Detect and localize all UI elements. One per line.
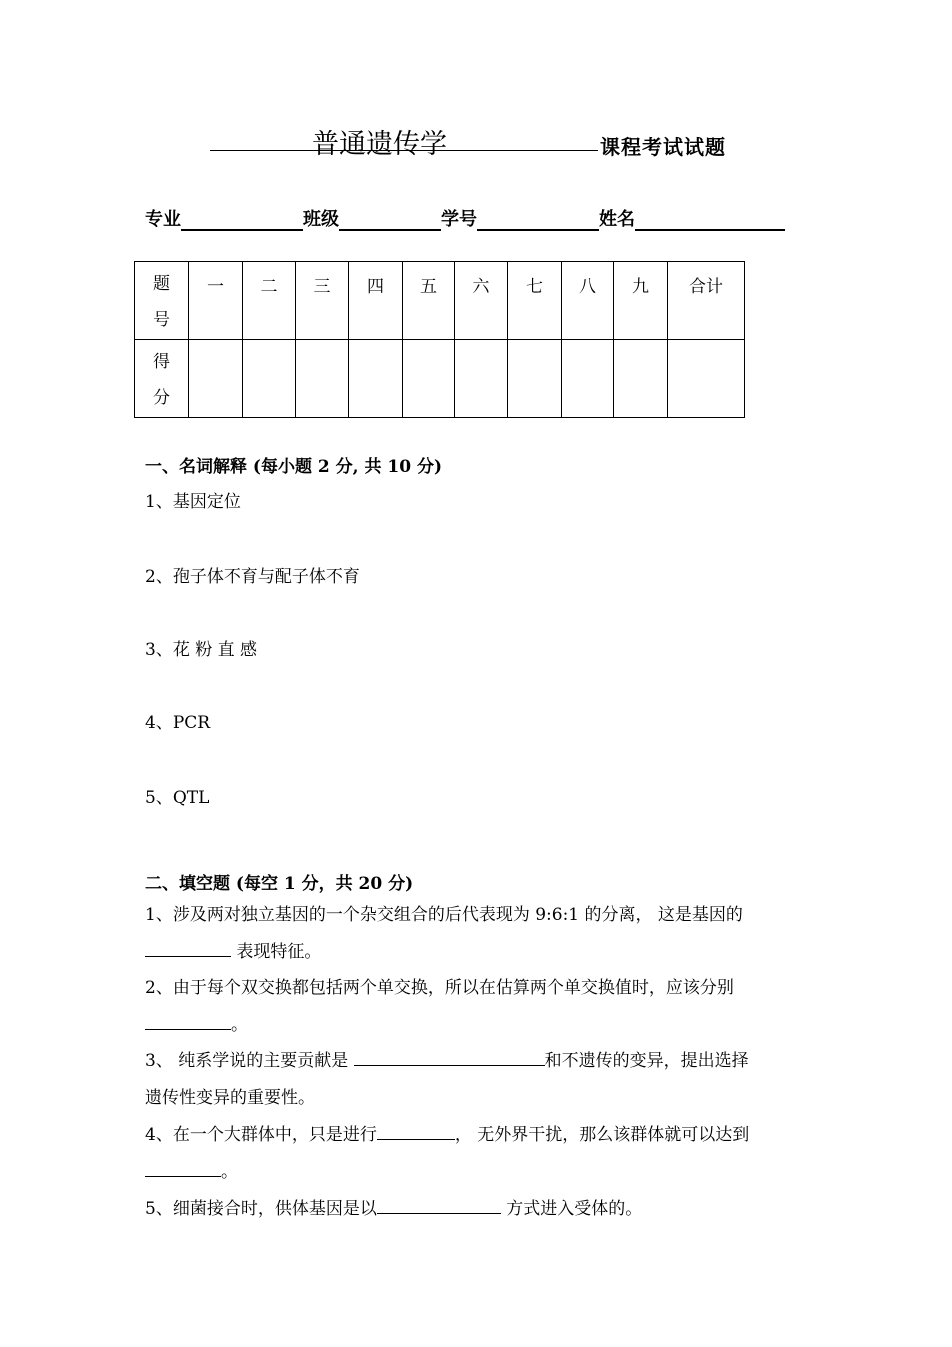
definition-item: 3、花 粉 直 感 bbox=[145, 640, 258, 660]
col-header: 二 bbox=[243, 262, 296, 340]
col-header: 五 bbox=[403, 262, 455, 340]
score-table bbox=[134, 261, 745, 418]
col-header: 七 bbox=[508, 262, 562, 340]
col-header: 一 bbox=[189, 262, 243, 340]
answer-blank[interactable] bbox=[145, 1176, 221, 1177]
question-number-header: 题 号 bbox=[135, 262, 189, 340]
col-header: 四 bbox=[349, 262, 403, 340]
major-label: 专业 bbox=[145, 209, 181, 230]
score-cell[interactable] bbox=[562, 340, 614, 418]
course-name: 普通遗传学 bbox=[312, 129, 447, 160]
col-header: 三 bbox=[296, 262, 349, 340]
col-header: 九 bbox=[614, 262, 668, 340]
name-blank[interactable] bbox=[635, 207, 785, 231]
score-cell-total[interactable] bbox=[668, 340, 745, 418]
score-cell[interactable] bbox=[508, 340, 562, 418]
class-label: 班级 bbox=[303, 209, 339, 230]
answer-blank[interactable] bbox=[145, 956, 231, 957]
section1-title: 一、名词解释 (每小题 2 分, 共 10 分) bbox=[145, 457, 443, 477]
fill-question-2: 2、由于每个双交换都包括两个单交换，所以在估算两个单交换值时，应该分别 。 bbox=[145, 978, 734, 1035]
exam-title-suffix: 课程考试试题 bbox=[600, 135, 726, 159]
score-cell[interactable] bbox=[455, 340, 508, 418]
col-header: 八 bbox=[562, 262, 614, 340]
fill-question-4: 4、在一个大群体中，只是进行 ， 无外界干扰，那么该群体就可以达到 。 bbox=[145, 1125, 750, 1182]
score-cell[interactable] bbox=[349, 340, 403, 418]
answer-blank[interactable] bbox=[354, 1065, 545, 1066]
answer-blank[interactable] bbox=[377, 1213, 501, 1214]
col-header-total: 合计 bbox=[668, 262, 745, 340]
score-cell[interactable] bbox=[614, 340, 668, 418]
score-cell[interactable] bbox=[243, 340, 296, 418]
definition-item: 2、孢子体不育与配子体不育 bbox=[145, 567, 360, 587]
definition-item: 4、PCR bbox=[145, 713, 211, 733]
answer-blank[interactable] bbox=[377, 1139, 455, 1140]
score-header: 得 分 bbox=[135, 340, 189, 418]
student-id-blank[interactable] bbox=[477, 207, 599, 231]
student-id-label: 学号 bbox=[441, 209, 477, 230]
col-header: 六 bbox=[455, 262, 508, 340]
name-label: 姓名 bbox=[599, 209, 635, 230]
definition-item: 1、基因定位 bbox=[145, 492, 241, 512]
student-info-row bbox=[145, 205, 785, 231]
score-cell[interactable] bbox=[296, 340, 349, 418]
class-blank[interactable] bbox=[339, 207, 441, 231]
section2-title: 二、填空题 (每空 1 分，共 20 分) bbox=[145, 874, 414, 894]
fill-question-1: 1、涉及两对独立基因的一个杂交组合的后代表现为 9:6:1 的分离， 这是基因的 表现特征。 bbox=[145, 905, 743, 962]
fill-question-3: 3、 纯系学说的主要贡献是 和不遗传的变异，提出选择 遗传性变异的重要性。 bbox=[145, 1051, 749, 1108]
score-row bbox=[135, 340, 745, 418]
answer-blank[interactable] bbox=[145, 1029, 231, 1030]
score-cell[interactable] bbox=[189, 340, 243, 418]
definition-item: 5、QTL bbox=[145, 788, 210, 808]
major-blank[interactable] bbox=[181, 207, 303, 231]
fill-question-5: 5、细菌接合时，供体基因是以 方式进入受体的。 bbox=[145, 1199, 643, 1219]
question-number-row bbox=[135, 262, 745, 340]
score-cell[interactable] bbox=[403, 340, 455, 418]
